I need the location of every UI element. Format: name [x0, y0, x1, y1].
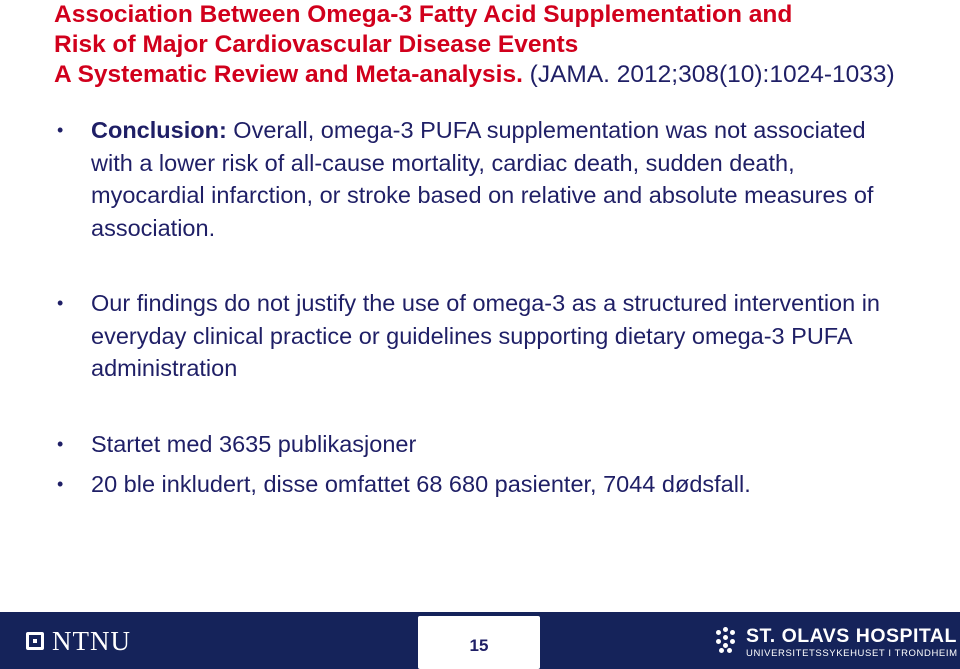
bullet-dot-icon: •: [57, 293, 64, 313]
bullet-dot-icon: •: [57, 434, 64, 454]
bullet-text: Startet med 3635 publikasjoner: [91, 431, 417, 457]
bullet-dot-icon: •: [57, 474, 64, 494]
bullet-text: Overall, omega-3 PUFA supplementation was not associated with a lower risk of all-cause mortality, cardiac death, sudden death, myocardial infarction, or stroke based on relative and absolute measures of association.: [91, 117, 874, 241]
st-olavs-dots-icon: [716, 627, 738, 653]
bullet-lead: Conclusion:: [91, 117, 227, 143]
bullet-item-conclusion: [57, 114, 911, 244]
bullet-text: Our findings do not justify the use of omega-3 as a structured intervention in everyday clinical practice or guidelines supporting dietary omega-3 PUFA administration: [91, 290, 880, 381]
bullet-text: 20 ble inkludert, disse omfattet 68 680 pasienter, 7044 dødsfall.: [91, 471, 751, 497]
st-olavs-name: ST. OLAVS HOSPITAL: [746, 625, 957, 647]
title-line-2: Risk of Major Cardiovascular Disease Events: [54, 31, 579, 58]
bullet-dot-icon: •: [57, 120, 64, 140]
st-olavs-subtitle: UNIVERSITETSSYKEHUSET I TRONDHEIM: [746, 648, 958, 659]
st-olavs-logo: [716, 625, 958, 661]
ntnu-mark-icon: [26, 632, 44, 650]
bullet-item-included: [57, 468, 911, 501]
bullet-item-publications: [57, 428, 911, 461]
title-line-3-main: A Systematic Review and Meta-analysis.: [54, 61, 523, 88]
ntnu-logo-text: NTNU: [52, 626, 131, 656]
page-number-box: [418, 616, 540, 669]
bullet-item-findings: [57, 287, 911, 385]
ntnu-logo: [26, 628, 131, 654]
title-line-1: Association Between Omega-3 Fatty Acid Supplementation and: [54, 1, 793, 28]
journal-citation: (JAMA. 2012;308(10):1024-1033): [522, 61, 895, 88]
page-number: 15: [469, 636, 489, 655]
